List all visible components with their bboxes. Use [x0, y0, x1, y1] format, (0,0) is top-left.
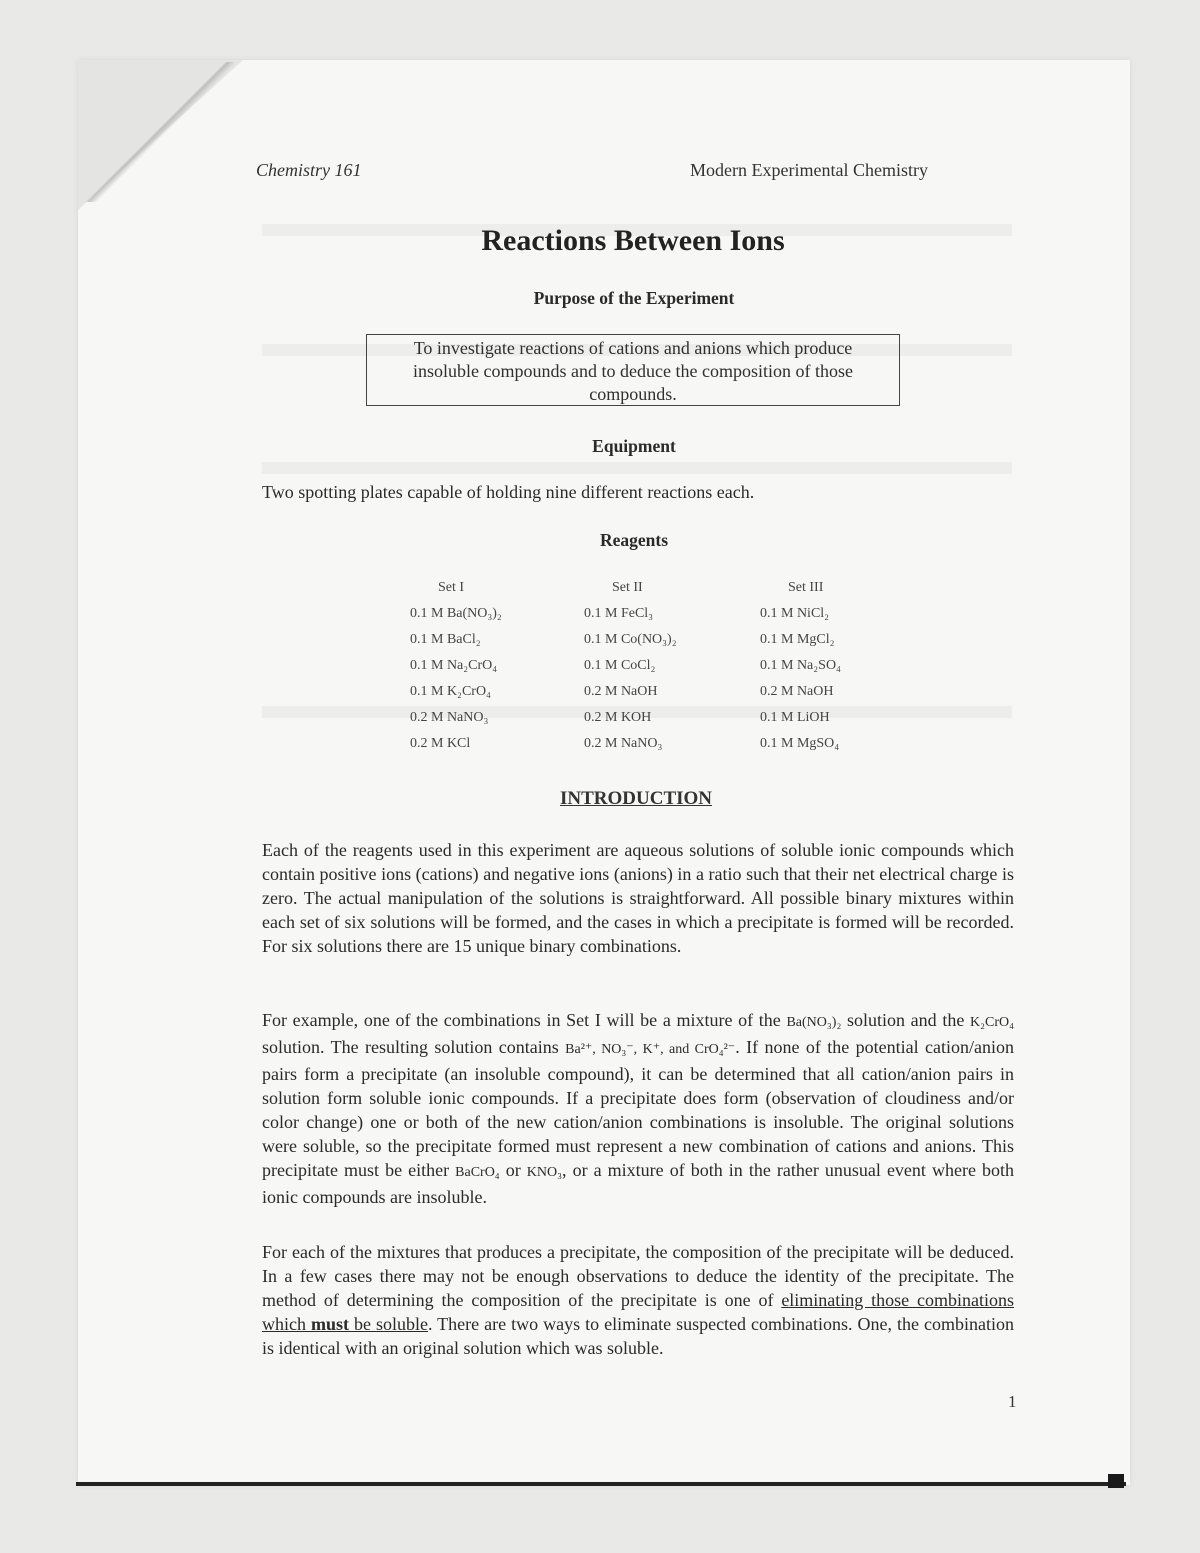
set-heading: Set I: [438, 580, 465, 595]
formula: Ba(NO₃)₂: [786, 1015, 842, 1030]
course-name: Chemistry 161: [256, 160, 362, 180]
purpose-box: [366, 334, 900, 406]
reagent-item: 0.1 M FeCl₃: [584, 606, 654, 621]
equipment-heading: Equipment: [592, 436, 676, 456]
reagent-item: 0.1 M Co(NO₃)₂: [584, 632, 677, 647]
formula: Ba²⁺, NO₃⁻, K⁺, and CrO₄²⁻: [565, 1042, 736, 1057]
reagent-set-3: [760, 578, 841, 760]
fold-shadow: [78, 62, 238, 202]
text-run: For example, one of the combinations in Set I will be a mixture of the: [262, 1010, 787, 1030]
text-run: solution and the: [841, 1010, 971, 1030]
text-run: , or a mixture of both in the rather unusual event where both ionic compounds are insoluble.: [262, 1160, 1015, 1207]
bottom-rule: [76, 1482, 1126, 1486]
emphasis-text: must: [311, 1314, 350, 1334]
purpose-heading: Purpose of the Experiment: [533, 288, 735, 308]
equipment-text: Two spotting plates capable of holding nine different reactions each.: [262, 482, 755, 502]
reagent-item: 0.2 M NaNO₃: [410, 710, 489, 725]
formula: BaCrO₄: [455, 1165, 500, 1180]
registration-mark: [1108, 1474, 1124, 1488]
set-heading: Set III: [788, 580, 824, 595]
reagent-set-1: [410, 578, 502, 760]
underlined-text: be soluble: [349, 1314, 428, 1334]
formula: KNO₃: [526, 1165, 563, 1180]
reagent-item: 0.2 M NaOH: [760, 684, 834, 699]
reagent-item: 0.1 M MgSO₄: [760, 736, 840, 751]
reagent-item: 0.2 M NaNO₃: [584, 736, 663, 751]
formula: K₂CrO₄: [970, 1015, 1014, 1030]
underlined-text: eliminating those combinations which: [262, 1290, 1014, 1334]
intro-paragraph-1: Each of the reagents used in this experiment are aqueous solutions of soluble ionic compounds which contain positive ions (cations) and negative ions (anions) in a ratio such that their net electrical charge is zero. The actual manipulation of the solutions is straightforward. All possible binary mixtures within each set of six solutions will be formed, and the cases in which a precipitate is formed will be recorded. For six solutions there are 15 unique binary combinations.: [262, 840, 1014, 956]
reagent-item: 0.1 M CoCl₂: [584, 658, 656, 673]
set-heading: Set II: [612, 580, 643, 595]
intro-paragraph-3: [262, 1240, 1014, 1360]
course-title: Modern Experimental Chemistry: [690, 160, 928, 180]
reagent-item: 0.1 M NiCl₂: [760, 606, 830, 621]
reagent-item: 0.2 M KCl: [410, 736, 471, 751]
reagents-heading: Reagents: [599, 530, 669, 550]
reagent-item: 0.1 M Na₂SO₄: [760, 658, 841, 673]
page-title: Reactions Between Ions: [481, 224, 785, 257]
show-through: [262, 462, 1012, 474]
reagent-item: 0.2 M KOH: [584, 710, 652, 725]
reagent-item: 0.1 M Ba(NO₃)₂: [410, 606, 502, 621]
reagent-item: 0.1 M MgCl₂: [760, 632, 835, 647]
text-run: . There are two ways to eliminate suspected combinations. One, the combination is identical with an original solution which was soluble.: [262, 1314, 1014, 1358]
purpose-text: To investigate reactions of cations and anions which produce insoluble compounds and to deduce the composition of those compounds.: [413, 338, 853, 404]
intro-paragraph-2: [262, 1008, 1014, 1209]
reagent-item: 0.1 M LiOH: [760, 710, 830, 725]
reagent-item: 0.1 M K₂CrO₄: [410, 684, 491, 699]
text-run: solution. The resulting solution contains: [262, 1037, 566, 1057]
text-run: or: [499, 1160, 527, 1180]
reagent-set-2: [584, 578, 677, 760]
reagent-item: 0.1 M BaCl₂: [410, 632, 481, 647]
text-run: For each of the mixtures that produces a precipitate, the composition of the precipitate will be deduced. In a few cases there may not be enough observations to deduce the identity of the precipitate. The method of determining the composition of the precipitate is one of: [262, 1242, 1014, 1310]
page-number: 1: [1008, 1392, 1017, 1411]
introduction-heading: INTRODUCTION: [560, 788, 713, 809]
text-run: . If none of the potential cation/anion pairs form a precipitate (an insoluble compound), it can be determined that all cation/anion pairs in solution form soluble ionic compounds. If a precipitate does form (observation of cloudiness and/or color change) one or both of the new cation/anion combinations is insoluble. The original solutions were soluble, so the precipitate formed must represent a new combination of cations and anions. This precipitate must be either: [262, 1037, 1015, 1180]
reagent-item: 0.1 M Na₂CrO₄: [410, 658, 498, 673]
reagent-item: 0.2 M NaOH: [584, 684, 658, 699]
